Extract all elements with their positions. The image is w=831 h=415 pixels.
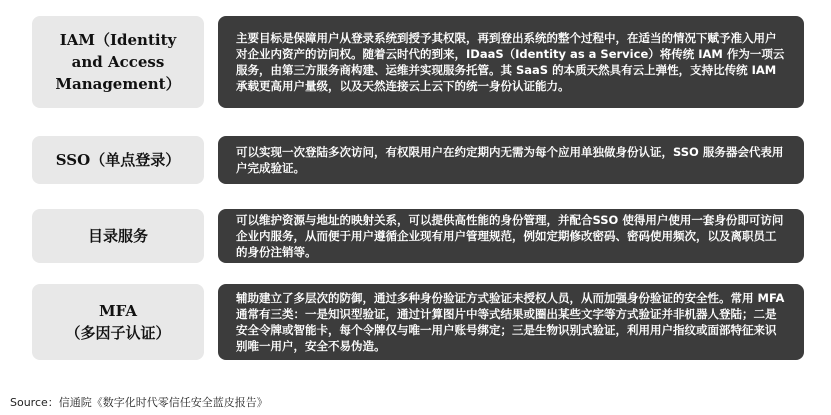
description-iam-text: 主要目标是保障用户从登录系统到授予其权限，再到登出系统的整个过程中，在适当的情况下赋予准入用户对企业内资产的访问权。随着云时代的到来，IDaaS（Identity as a Service）将传统 IAM 作为一项云服务，由第三方服务商构建、运维并实现服务托管。其 SaaS 的本质天然具有云上弹性，支持比传统 IAM 承载更高用户量级，以及天然连接云上云下的统一身份认证能力。 (236, 31, 785, 93)
term-iam: IAM（Identity and Access Management） (32, 16, 204, 108)
description-sso-text: 可以实现一次登陆多次访问，有权限用户在约定期内无需为每个应用单独做身份认证，SSO 服务器会代表用户完成验证。 (236, 145, 784, 175)
description-directory-service (218, 209, 804, 263)
term-mfa: MFA （多因子认证） (32, 284, 204, 360)
description-mfa (218, 284, 804, 360)
term-sso: SSO（单点登录） (32, 136, 204, 184)
source-caption: Source：信通院《数字化时代零信任安全蓝皮报告》 (10, 396, 268, 409)
description-iam (218, 16, 804, 108)
description-sso (218, 136, 804, 184)
term-directory-service: 目录服务 (32, 209, 204, 263)
description-directory-service-text: 可以维护资源与地址的映射关系，可以提供高性能的身份管理，并配合SSO 使得用户使用一套身份即可访问企业内服务，从而便于用户遵循企业现有用户管理规范，例如定期修改密码、密码使用频次，以及离职员工的身份注销等。 (236, 213, 784, 259)
description-mfa-text: 辅助建立了多层次的防御，通过多种身份验证方式验证未授权人员，从而加强身份验证的安全性。常用 MFA 通常有三类：一是知识型验证，通过计算图片中等式结果或圈出某些文字等方式验证并非机器人登陆；二是安全令牌或智能卡，每个令牌仅与唯一用户账号绑定；三是生物识别式验证，利用用户指纹或面部特征来识别唯一用户，安全不易伪造。 (236, 291, 785, 353)
